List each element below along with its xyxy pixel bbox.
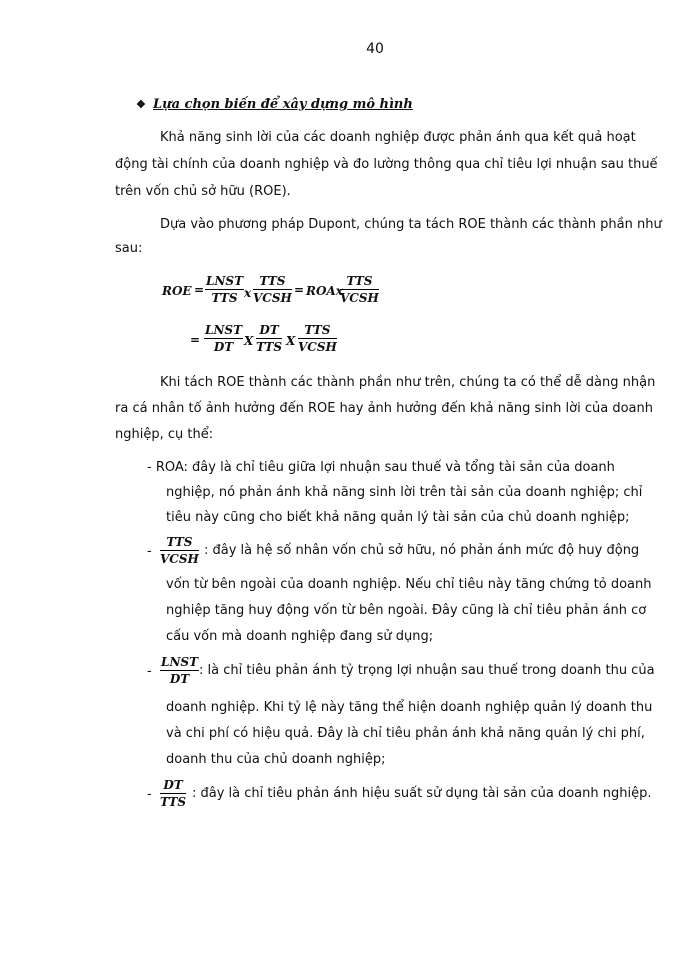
item-dash: -	[147, 664, 152, 679]
fraction-tts-vcsh	[253, 274, 292, 305]
fraction-lnst-dt	[204, 323, 243, 354]
item-lnst-dt-line2: doanh nghiệp. Khi tỷ lệ này tăng thể hiện doanh nghiệp quản lý doanh thu	[166, 700, 653, 715]
denominator: VCSH	[340, 291, 379, 305]
denominator: VCSH	[160, 552, 199, 566]
fraction-tts-vcsh	[160, 535, 199, 566]
numerator: DT	[256, 323, 282, 339]
numerator: TTS	[253, 274, 292, 290]
item-dash: -	[147, 787, 152, 802]
formula-times: x	[244, 286, 252, 300]
section-heading	[136, 97, 413, 112]
fraction-dt-tts	[160, 778, 186, 809]
formula-roa: ROAx	[306, 284, 343, 298]
fraction-lnst-tts	[205, 274, 244, 305]
denominator: TTS	[160, 795, 187, 809]
para3-line1: Khi tách ROE thành các thành phần như trên, chúng ta có thể dễ dàng nhận	[160, 375, 656, 390]
fraction-tts-vcsh	[298, 323, 337, 354]
numerator: DT	[160, 778, 186, 794]
para2-line2: sau:	[115, 241, 143, 256]
para1-line2: động tài chính của doanh nghiệp và đo lường thông qua chỉ tiêu lợi nhuận sau thuế	[115, 157, 658, 172]
numerator: TTS	[298, 323, 337, 339]
item-lnst-dt-line4: doanh thu của chủ doanh nghiệp;	[166, 752, 386, 767]
page-number: 40	[366, 41, 384, 57]
denominator: DT	[169, 672, 190, 686]
formula-equals: =	[190, 333, 201, 347]
item-tts-vcsh-line3: nghiệp tăng huy động vốn từ bên ngoài. Đây cũng là chỉ tiêu phản ánh cơ	[166, 603, 647, 618]
denominator: VCSH	[253, 291, 292, 305]
fraction-lnst-dt	[160, 655, 199, 686]
numerator: LNST	[205, 323, 243, 337]
heading-text: Lựa chọn biến để xây dựng mô hình	[153, 97, 413, 112]
item-tts-vcsh-line2: vốn từ bên ngoài của doanh nghiệp. Nếu chỉ tiêu này tăng chứng tỏ doanh	[166, 577, 652, 592]
numerator: LNST	[161, 655, 199, 669]
item-dash: -	[147, 544, 152, 559]
formula-times: X	[286, 334, 296, 348]
denominator: TTS	[256, 340, 283, 354]
fraction-tts-vcsh	[340, 274, 379, 305]
item-roa-line3: tiêu này cũng cho biết khả năng quản lý tài sản của chủ doanh nghiệp;	[166, 510, 630, 525]
para1-line1: Khả năng sinh lời của các doanh nghiệp được phản ánh qua kết quả hoạt	[160, 130, 636, 145]
item-dt-tts-line1: : đây là chỉ tiêu phản ánh hiệu suất sử dụng tài sản của doanh nghiệp.	[192, 786, 652, 801]
formula-equals: =	[194, 283, 205, 297]
numerator: TTS	[340, 274, 379, 290]
denominator: VCSH	[298, 340, 337, 354]
numerator: TTS	[160, 535, 199, 551]
item-roa-line1: - ROA: đây là chỉ tiêu giữa lợi nhuận sau thuế và tổng tài sản của doanh	[147, 460, 615, 475]
item-lnst-dt-line1: : là chỉ tiêu phản ánh tỷ trọng lợi nhuận sau thuế trong doanh thu của	[199, 663, 655, 678]
item-tts-vcsh-line4: cấu vốn mà doanh nghiệp đang sử dụng;	[166, 629, 434, 644]
diamond-bullet-icon: ❖	[136, 98, 146, 111]
fraction-dt-tts	[256, 323, 282, 354]
numerator: LNST	[206, 274, 244, 288]
item-roa-line2: nghiệp, nó phản ánh khả năng sinh lời trên tài sản của doanh nghiệp; chỉ	[166, 485, 643, 500]
formula-roe: ROE	[162, 284, 192, 298]
denominator: TTS	[211, 291, 238, 305]
item-lnst-dt-line3: và chi phí có hiệu quả. Đây là chỉ tiêu phản ánh khả năng quản lý chi phí,	[166, 726, 645, 741]
item-tts-vcsh-line1: : đây là hệ số nhân vốn chủ sở hữu, nó phản ánh mức độ huy động	[204, 543, 640, 558]
para3-line3: nghiệp, cụ thể:	[115, 427, 214, 442]
formula-times: X	[244, 334, 254, 348]
para2-line1: Dựa vào phương pháp Dupont, chúng ta tách ROE thành các thành phần như	[160, 217, 662, 232]
denominator: DT	[213, 340, 234, 354]
para3-line2: ra cá nhân tố ảnh hưởng đến ROE hay ảnh hưởng đến khả năng sinh lời của doanh	[115, 401, 653, 416]
para1-line3: trên vốn chủ sở hữu (ROE).	[115, 184, 291, 199]
formula-equals: =	[294, 283, 305, 297]
